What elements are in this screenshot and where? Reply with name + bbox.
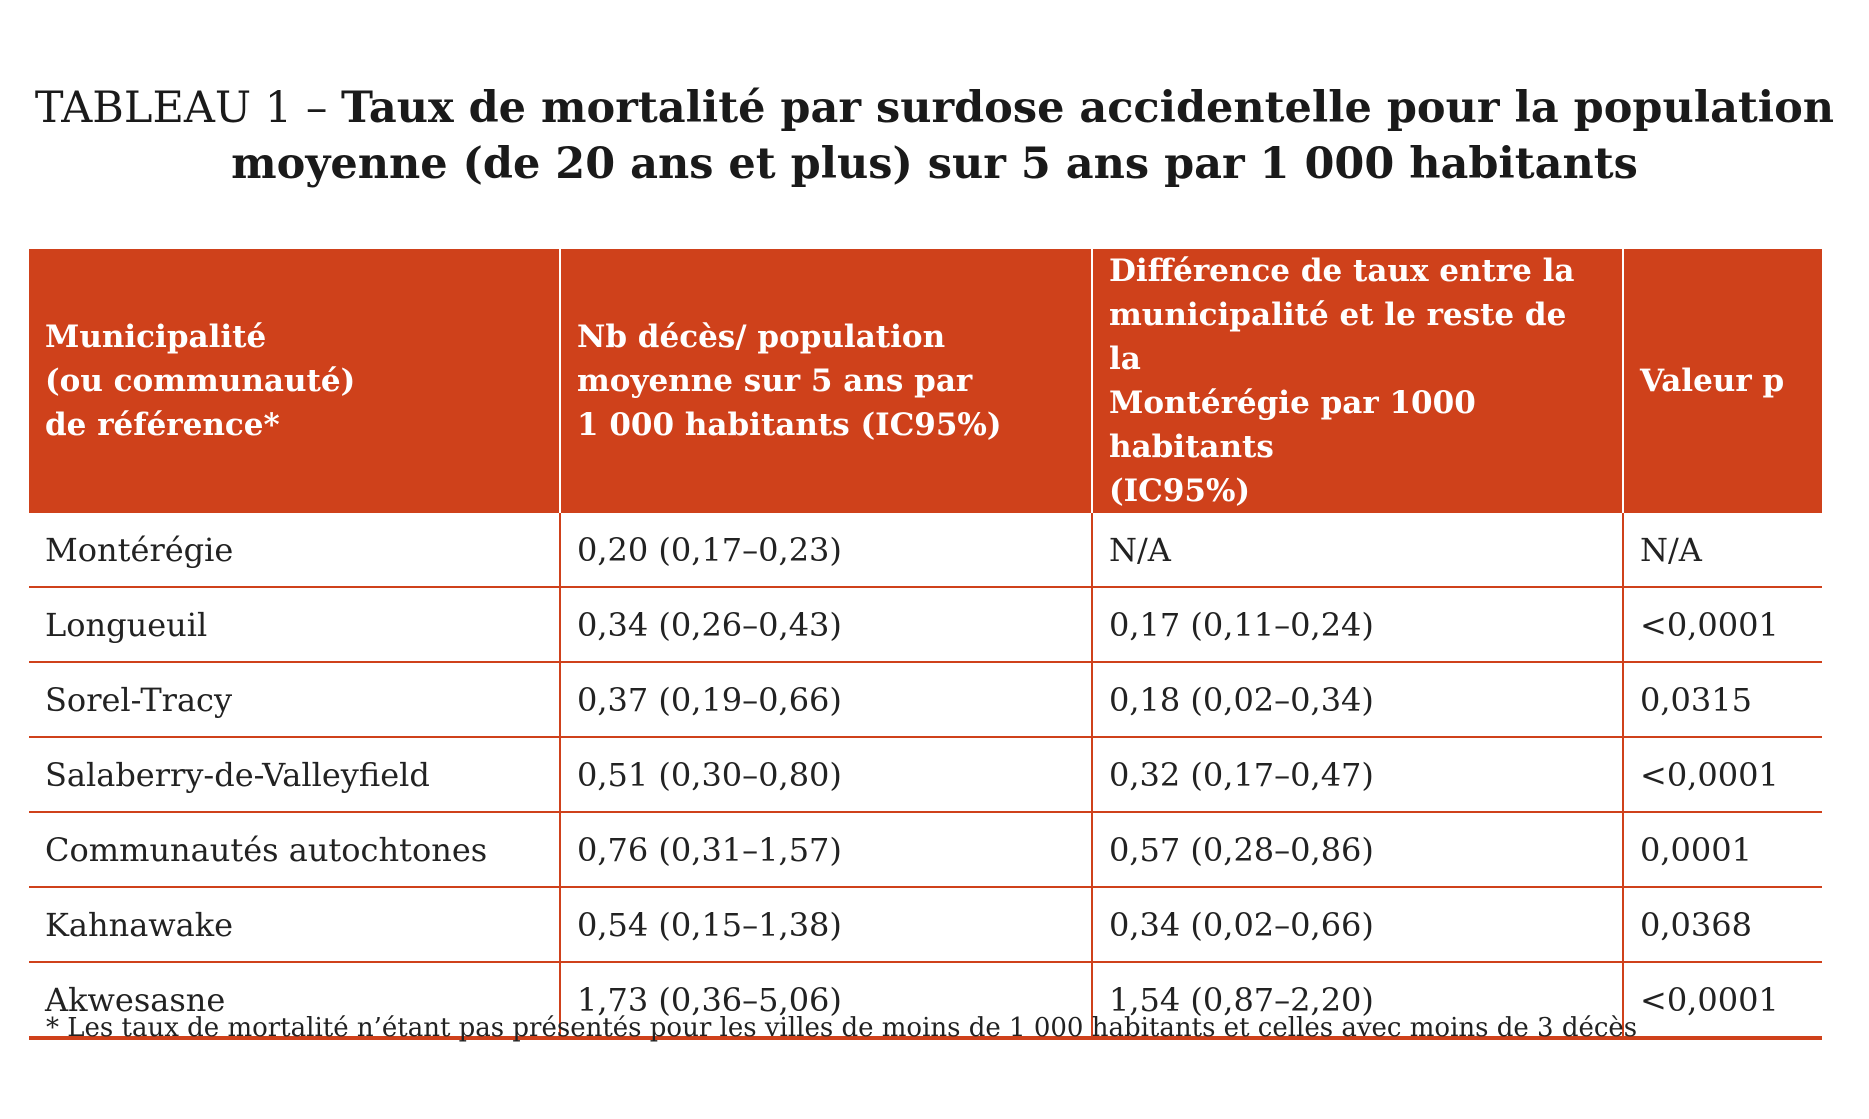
cell-nb-deces: 0,76 (0,31–1,57): [560, 812, 1092, 887]
table-row: [29, 587, 1822, 662]
header-nb-deces: [560, 249, 1092, 513]
cell-municipalite: Montérégie: [45, 530, 234, 569]
cell-difference-taux: 0,17 (0,11–0,24): [1092, 587, 1623, 662]
header-line: Différence de taux entre la: [1109, 253, 1575, 289]
cell-municipalite: Longueuil: [29, 587, 560, 662]
header-municipalite: [29, 249, 560, 513]
cell-nb-deces: 0,34 (0,26–0,43): [560, 587, 1092, 662]
cell-difference-taux: 0,32 (0,17–0,47): [1092, 737, 1623, 812]
table-body: [29, 513, 1822, 1038]
cell-valeur-p: <0,0001: [1623, 587, 1822, 662]
header-line: Montérégie par 1000 habitants: [1109, 385, 1476, 465]
footnote: * Les taux de mortalité n’étant pas présentés pour les villes de moins de 1 000 habitants et celles avec moins de 3 décès: [46, 1013, 1638, 1043]
cell-municipalite: Kahnawake: [29, 887, 560, 962]
header-line: 1 000 habitants (IC95%): [577, 407, 1002, 443]
cell-valeur-p: 0,0001: [1623, 812, 1822, 887]
table-row: [29, 662, 1822, 737]
cell-difference-taux: 0,34 (0,02–0,66): [1092, 887, 1623, 962]
cell-difference-taux: 0,18 (0,02–0,34): [1092, 662, 1623, 737]
cell-valeur-p: N/A: [1623, 513, 1822, 587]
cell-difference-taux: 1,54 (0,87–2,20): [1092, 962, 1623, 1038]
cell-valeur-p: <0,0001: [1623, 737, 1822, 812]
header-line: Valeur p: [1640, 363, 1785, 399]
mortality-table: [29, 249, 1822, 1040]
table-row: [29, 812, 1822, 887]
header-line: moyenne sur 5 ans par: [577, 363, 973, 399]
table-header: [29, 249, 1822, 513]
cell-municipalite: Akwesasne: [29, 962, 560, 1038]
header-row: [29, 249, 1822, 513]
title-line-1: [0, 80, 1869, 136]
cell-difference-taux: N/A: [1092, 513, 1623, 587]
cell-difference-taux: 0,57 (0,28–0,86): [1092, 812, 1623, 887]
header-line: (IC95%): [1109, 473, 1251, 509]
cell-nb-deces: 1,73 (0,36–5,06): [560, 962, 1092, 1038]
header-valeur-p: [1623, 249, 1822, 513]
cell-valeur-p: <0,0001: [1623, 962, 1822, 1038]
header-line: Municipalité: [45, 319, 267, 355]
header-line: municipalité et le reste de la: [1109, 297, 1567, 377]
cell-municipalite: Salaberry-de-Valleyfield: [29, 737, 560, 812]
title-bold-line-2: moyenne (de 20 ans et plus) sur 5 ans par 1 000 habitants: [231, 139, 1638, 189]
table-title: [0, 80, 1869, 192]
cell-municipalite: Sorel-Tracy: [29, 662, 560, 737]
table-row: [29, 887, 1822, 962]
cell-nb-deces: 0,51 (0,30–0,80): [560, 737, 1092, 812]
cell-nb-deces: 0,37 (0,19–0,66): [560, 662, 1092, 737]
header-line: de référence*: [45, 407, 280, 443]
header-line: Nb décès/ population: [577, 319, 946, 355]
table-row: [29, 737, 1822, 812]
cell-valeur-p: 0,0315: [1623, 662, 1822, 737]
table-row: [29, 513, 1822, 587]
header-line: (ou communauté): [45, 363, 356, 399]
cell-municipalite: Communautés autochtones: [29, 812, 560, 887]
header-difference-taux: [1092, 249, 1623, 513]
cell-nb-deces: 0,20 (0,17–0,23): [560, 513, 1092, 587]
cell-nb-deces: 0,54 (0,15–1,38): [560, 887, 1092, 962]
cell-valeur-p: 0,0368: [1623, 887, 1822, 962]
title-bold-line-1: Taux de mortalité par surdose accidentelle pour la population: [341, 83, 1835, 133]
title-prefix: TABLEAU 1 –: [34, 83, 341, 133]
